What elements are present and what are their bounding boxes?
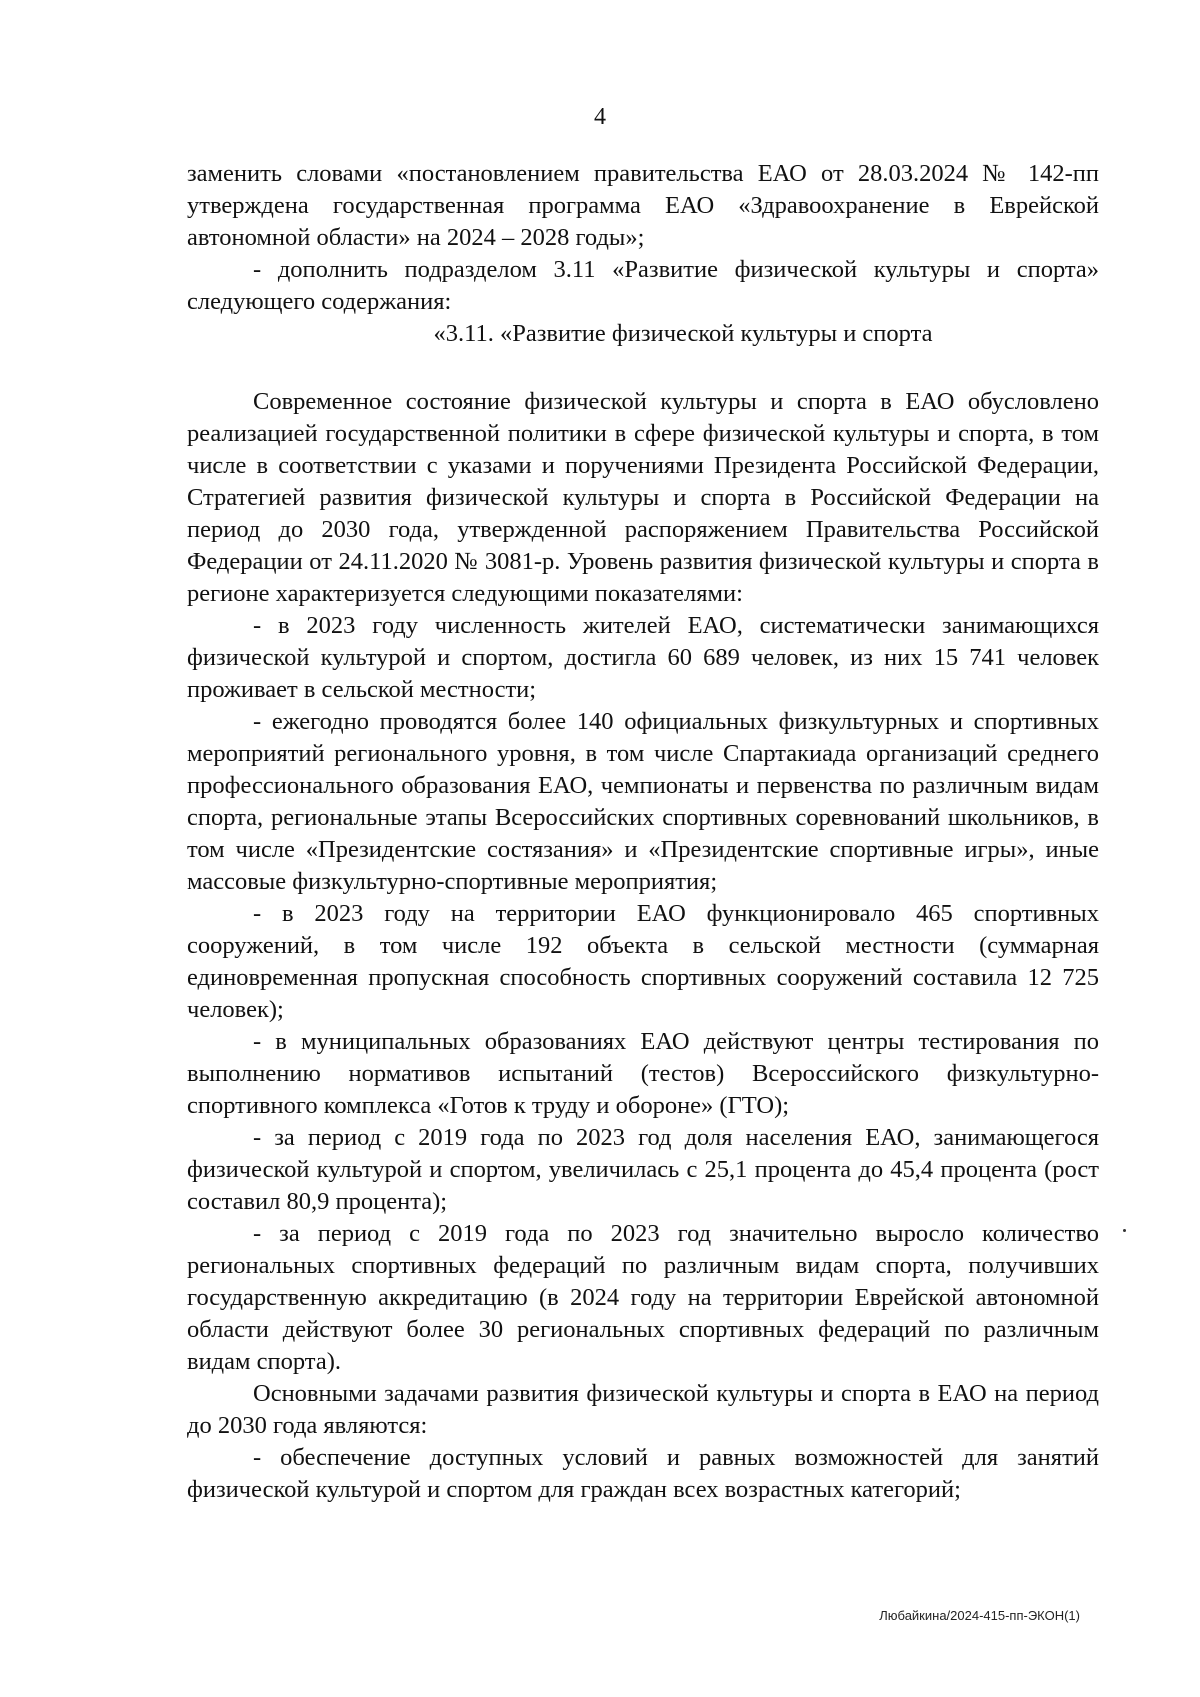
spacer	[187, 350, 1099, 386]
list-item-accessible-conditions: - обеспечение доступных условий и равных возможностей для занятий физической культурой и спортом для граждан всех возрастных категорий;	[187, 1444, 1099, 1503]
document-body	[187, 158, 1099, 1506]
list-item-events: - ежегодно проводятся более 140 официальных физкультурных и спортивных мероприятий регионального уровня, в том числе Спартакиада организаций среднего профессионального образования ЕАО, чемпионаты и первенства по различным видам спорта, региональные этапы Всероссийских спортивных соревнований школьников, в том числе «Президентские состязания» и «Президентские спортивные игры», иные массовые физкультурно-спортивные мероприятия;	[187, 708, 1099, 895]
paragraph-current-state: Современное состояние физической культуры и спорта в ЕАО обусловлено реализацией государственной политики в сфере физической культуры и спорта, в том числе в соответствии с указами и поручениями Президента Российской Федерации, Стратегией развития физической культуры и спорта в Российской Федерации на период до 2030 года, утвержденной распоряжением Правительства Российской Федерации от 24.11.2020 № 3081-р. Уровень развития физической культуры и спорта в регионе характеризуется следующими показателями:	[187, 388, 1099, 607]
list-item-facilities: - в 2023 году на территории ЕАО функционировало 465 спортивных сооружений, в том числе 192 объекта в сельской местности (суммарная единовременная пропускная способность спортивных сооружений составила 12 725 человек);	[187, 900, 1099, 1023]
list-item-federations: - за период с 2019 года по 2023 год значительно выросло количество региональных спортивных федераций по различным видам спорта, получивших государственную аккредитацию (в 2024 году на территории Еврейской автономной области действуют более 30 региональных спортивных федераций по различным видам спорта).	[187, 1220, 1099, 1375]
paragraph-add-subsection: - дополнить подразделом 3.11 «Развитие физической культуры и спорта» следующего содержания:	[187, 256, 1099, 315]
subsection-heading: «3.11. «Развитие физической культуры и спорта	[433, 320, 933, 347]
list-item-gto-centers: - в муниципальных образованиях ЕАО действуют центры тестирования по выполнению нормативов испытаний (тестов) Всероссийского физкультурно-спортивного комплекса «Готов к труду и обороне» (ГТО);	[187, 1028, 1099, 1119]
list-item-population-share: - за период с 2019 года по 2023 год доля населения ЕАО, занимающегося физической культурой и спортом, увеличилась с 25,1 процента до 45,4 процента (рост составил 80,9 процента);	[187, 1124, 1099, 1215]
scan-speck	[1123, 1229, 1126, 1232]
document-code-footer: Любайкина/2024-415-пп-ЭКОН(1)	[879, 1608, 1080, 1623]
paragraph-main-tasks: Основными задачами развития физической культуры и спорта в ЕАО на период до 2030 года являются:	[187, 1380, 1099, 1439]
page-number: 4	[594, 104, 606, 130]
paragraph-replace-words: заменить словами «постановлением правительства ЕАО от 28.03.2024 № 142-пп утверждена государственная программа ЕАО «Здравоохранение в Еврейской автономной области» на 2024 – 2028 годы»;	[187, 160, 1099, 251]
list-item-residents: - в 2023 году численность жителей ЕАО, систематически занимающихся физической культурой и спортом, достигла 60 689 человек, из них 15 741 человек проживает в сельской местности;	[187, 612, 1099, 703]
